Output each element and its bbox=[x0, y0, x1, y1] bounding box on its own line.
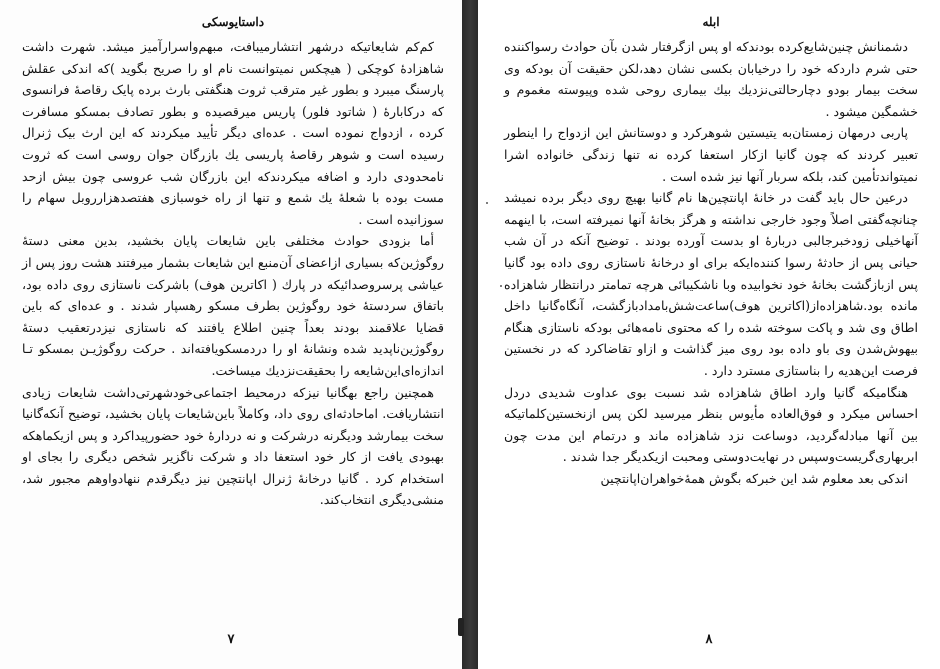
paragraph: دشمنانش چنین‌شایع‌کرده بودندکه او پس ازگرفتار شدن بآن حوادث رسواکننده حتی شرم داردکه خود را درخیابان بکسی نشان دهد،لکن حقیقت آن بودکه وی سخت بیمار بودو دچار‌حالتی‌نزدیك بیك بیماری روحی شده وپیوسته مغموم و خشمگین میشود . bbox=[504, 39, 918, 119]
paragraph: همچنین راجع بهگانیا نیزکه درمحیط اجتماعی‌خودشهرتی‌داشت شایعات زیادی انتشاریافت. اماحادثه‌ای روی داد، وکاملاً باین‌شایعات پایان بخشید، توضیح آنکه‌گانیا سخت بیمارشد ودیگرنه درشرکت و نه دردارهٔ خود حضورپیداکرد و پس ازیکماهکه بهبودی یافت از کار خود استعفا داد و شرکت ناگزیر شخص دیگری را بجای او استخدام کرد . گانیا درخانهٔ ژنرال اپانتچین نیز دیگرقدم ننهاد‌واوهم مجبور شد، منشی‌دیگری انتخاب‌کند. bbox=[22, 384, 444, 508]
right-page bbox=[478, 0, 940, 669]
paragraph: اندکی بعد معلوم شد این خبرکه بگوش همهٔ‌خواهران‌اپانتچین bbox=[600, 470, 908, 486]
running-head-left: داستایوسکی bbox=[201, 15, 265, 29]
book-gutter bbox=[462, 0, 478, 669]
running-head-right: ابله bbox=[702, 15, 720, 29]
right-page-body bbox=[504, 36, 918, 489]
scan-speck bbox=[500, 285, 502, 287]
page-number-right: ۸ bbox=[705, 632, 713, 647]
paragraph: هنگامیکه گانیا وارد اطاق شاهزاده شد نسبت بوی عداوت شدیدی دردل احساس میکرد و فوق‌العاده مأیوس بنظر میرسید لکن پس ازنخستین‌کلماتیکه بین آنها مبادله‌گردید، دوساعت نزد شاهزاده ماند و درتمام این مدت چون ابربهاری‌گریست‌وسپس در نهایت‌دوستی ومحبت ازیکدیگر جدا شدند . bbox=[504, 384, 918, 465]
paragraph: کم‌کم شایعاتیکه درشهر انتشار‌میبافت، مبهم‌واسرار‌آمیز میشد. شهرت داشت شاهزادهٔ کوچکی ( هیچکس نمیتوانست نام او را صریح بگوید )که اندکی عقلش پارسنگ میبرد و بطور غیر مترقب ثروت هنگفتی بارث برده پایک رقاصهٔ فرانسوی که درکاباره‌ٔ ( شاتود فلور) پاریس میرقصیده و بطور تصادف بمسکو مسافرت کرده ، ازدواج نموده است . عده‌ای دیگر تأیید میکردند که این ارث بیک ژنرال رسیده است و شوهر رقاصهٔ پاریسی یك بازرگان جوان روسی است که ثروت نامحدودی دارد و اضافه میکردندکه این بازرگان شب عروسی چون بیش ازحد مست بوده با شعلهٔ یك شمع و تنها از راه خوسبازی هفتصد‌هزار‌روبل سهام را سوزانیده است . bbox=[22, 39, 444, 227]
paragraph: درعین حال باید گفت در خانهٔ اپانتچین‌ها نام گانیا بهیچ روی دیگر برده نمیشد چنانچه‌گفتی اصلاً وجود خارجی نداشته و هرگز بخانهٔ آنها نمیرفته است، با اینهمه آنها‌خیلی زودخبرجالبی دربارهٔ او بدست آورده بودند . توضیح آنکه در آن شب حیانی پس از حادثهٔ رسوا کننده‌ایکه برای او درخانهٔ ناستازی روی داده بود گانیا پس ازبازگشت بخانهٔ خود نخوابیده وبا ناشکیبائی هرچه تمامتر درانتظار شاهزاده مانده بود.شاهزاده‌از(اکاترین هوف)ساعت‌شش‌بامدادبازگشت، آنگاه‌گانیا داخل اطاق وی شد و پاکت سوخته شده را که محتوی نامه‌هائی بودکه ناستازی هنگام بیهوش‌شدن وی باو داده بود روی میز گذاشت و ازاو تقاضاکرد که در نخستین فرصت این‌هدیه را بناستازی مسترد دارد . bbox=[504, 190, 918, 378]
paragraph: أما بزودی حوادث مختلفی باین شایعات پایان بخشید، بدین معنی دستهٔ روگوژین‌که بسیاری ازاعضای آن‌منبع این شایعات بشمار میرفتند هشت روز پس از عیاشی پرسروصدائیکه در پارك ( اکاترین هوف) باشرکت ناستازی روی داده بود، باتفاق سردستهٔ خود روگوژین بطرف مسکو رهسپار شدند . و عده‌ای که باین قضایا علاقمند بودند بعداً چنین اطلاع یافتند که ناستازی نیزدرتعقیب دستهٔ روگوژین‌ناپدید شده ونشانهٔ او را دردمسکویافته‌اند . حرکت روگوژیـن بمسکو تـا اندازه‌ای‌این‌شایعه را بحقیقت‌نزدیك میساخت. bbox=[22, 233, 444, 378]
gutter-shadow bbox=[458, 618, 464, 636]
left-page-body bbox=[22, 36, 444, 511]
page-number-left: ۷ bbox=[227, 632, 235, 647]
scan-speck bbox=[486, 202, 488, 204]
left-page bbox=[0, 0, 462, 669]
paragraph: پاربی درمهان زمستان‌به یتیستین شوهرکرد و دوستانش این ازدواج را اینطور تعبیر کردند که چون گانیا ازکار استعفا کرده نه تنها زندگی خانواده اشرا نمیتواند‌تأمین کند، بلکه سربار آنها نیز شده است . bbox=[504, 125, 918, 184]
